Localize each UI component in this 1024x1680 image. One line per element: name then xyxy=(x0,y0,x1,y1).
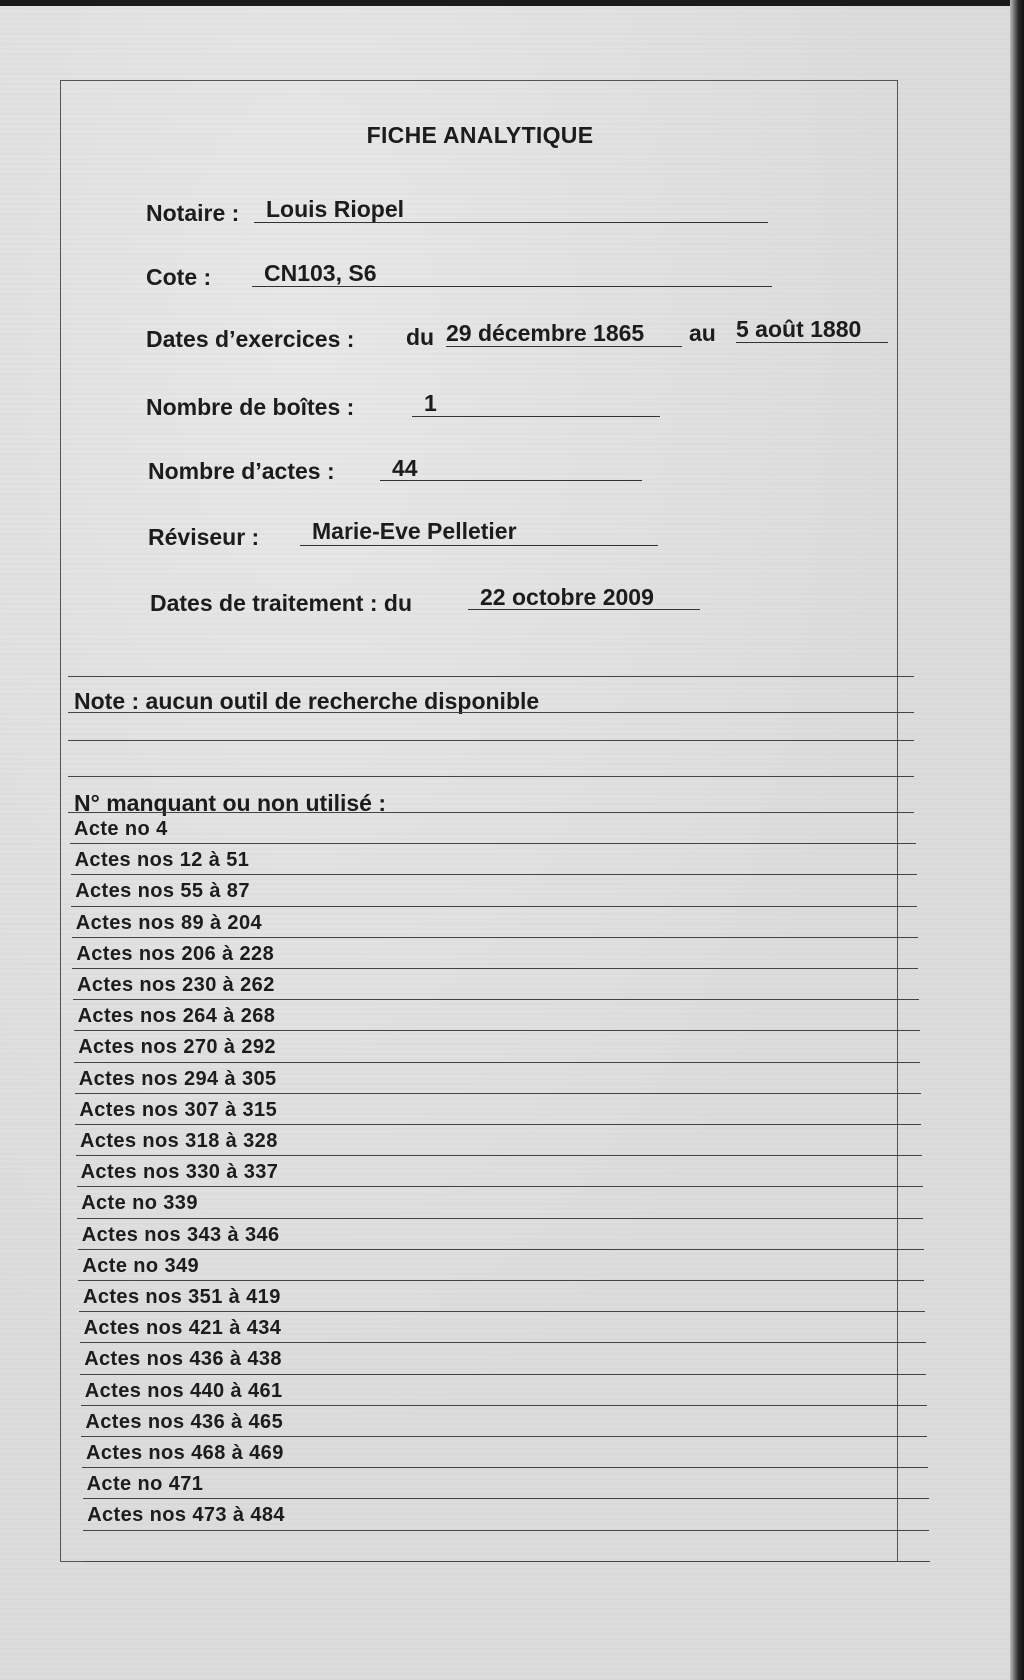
rule xyxy=(76,1155,922,1156)
nombre-boites-value: 1 xyxy=(424,390,437,416)
missing-item: Actes nos 307 à 315 xyxy=(79,1098,278,1121)
nombre-boites-label: Nombre de boîtes : xyxy=(146,394,355,420)
form-title: FICHE ANALYTIQUE xyxy=(366,122,594,148)
notaire-field xyxy=(146,200,239,227)
rule xyxy=(68,812,914,813)
rule xyxy=(68,776,914,777)
start-underline xyxy=(446,346,682,347)
nombre-actes-label: Nombre d’actes : xyxy=(148,458,335,484)
missing-item: Actes nos 436 à 465 xyxy=(85,1410,284,1433)
rule xyxy=(70,843,916,844)
missing-item: Actes nos 12 à 51 xyxy=(74,849,250,872)
missing-item: Actes nos 206 à 228 xyxy=(76,942,275,965)
missing-item: Actes nos 270 à 292 xyxy=(78,1036,276,1059)
missing-item: Acte no 339 xyxy=(81,1192,198,1215)
rule xyxy=(72,937,918,938)
cote-label: Cote : xyxy=(146,264,212,290)
missing-item: Actes nos 351 à 419 xyxy=(83,1286,281,1308)
reviseur-label: Réviseur : xyxy=(148,524,260,550)
boites-underline xyxy=(412,416,660,417)
missing-item: Actes nos 468 à 469 xyxy=(86,1442,284,1464)
missing-item: Actes nos 473 à 484 xyxy=(87,1504,285,1527)
rule xyxy=(74,1030,920,1031)
missing-item: Actes nos 421 à 434 xyxy=(83,1317,282,1340)
note-text: Note : aucun outil de recherche disponible xyxy=(74,688,540,714)
rule xyxy=(74,1062,920,1063)
missing-item: Actes nos 264 à 268 xyxy=(77,1005,276,1028)
cote-value: CN103, S6 xyxy=(264,260,377,286)
dates-exercices-du: du xyxy=(406,324,435,350)
rule xyxy=(75,1093,921,1094)
missing-item: Actes nos 294 à 305 xyxy=(78,1067,277,1090)
rule xyxy=(84,1561,930,1562)
dates-exercices-start: 29 décembre 1865 xyxy=(446,320,645,346)
dates-exercices-au: au xyxy=(689,320,716,346)
reviseur-underline xyxy=(300,545,658,546)
dates-traitement-label: Dates de traitement : du xyxy=(150,590,412,616)
dates-exercices-label: Dates d’exercices : xyxy=(146,326,355,352)
rule xyxy=(68,740,914,741)
rule xyxy=(81,1436,927,1437)
rule xyxy=(77,1186,923,1187)
rule xyxy=(78,1280,924,1281)
dates-traitement-value: 22 octobre 2009 xyxy=(480,584,654,610)
cote-underline xyxy=(252,286,772,287)
traitement-underline xyxy=(468,609,700,610)
rule xyxy=(80,1374,926,1375)
rule xyxy=(79,1311,925,1312)
scan-edge xyxy=(1010,0,1024,1680)
missing-item: Actes nos 55 à 87 xyxy=(75,880,250,903)
missing-item: Acte no 4 xyxy=(74,818,168,840)
rule xyxy=(68,712,914,713)
notaire-value: Louis Riopel xyxy=(266,196,404,222)
reviseur-value: Marie-Eve Pelletier xyxy=(312,518,517,544)
end-underline xyxy=(736,342,888,343)
missing-item: Acte no 471 xyxy=(86,1473,204,1496)
rule xyxy=(75,1124,921,1125)
rule xyxy=(77,1218,923,1219)
missing-item: Actes nos 436 à 438 xyxy=(84,1348,282,1371)
rule xyxy=(73,999,919,1000)
rule xyxy=(78,1249,924,1250)
rule xyxy=(80,1342,926,1343)
missing-item: Actes nos 230 à 262 xyxy=(77,974,275,996)
nombre-actes-value: 44 xyxy=(392,455,418,481)
rule xyxy=(68,676,914,677)
rule xyxy=(72,968,918,969)
rule xyxy=(71,906,917,907)
rule xyxy=(83,1498,929,1499)
notaire-underline xyxy=(254,222,768,223)
actes-underline xyxy=(380,480,642,481)
dates-exercices-end: 5 août 1880 xyxy=(736,316,862,342)
rule xyxy=(83,1530,929,1531)
rule xyxy=(81,1405,927,1406)
missing-header: N° manquant ou non utilisé : xyxy=(74,790,387,816)
missing-item: Actes nos 343 à 346 xyxy=(81,1223,280,1246)
missing-item: Actes nos 318 à 328 xyxy=(80,1130,278,1152)
missing-item: Actes nos 89 à 204 xyxy=(75,911,262,934)
rule xyxy=(71,874,917,875)
rule xyxy=(82,1467,928,1468)
missing-item: Actes nos 440 à 461 xyxy=(84,1379,283,1402)
missing-item: Actes nos 330 à 337 xyxy=(80,1161,279,1184)
notaire-label: Notaire : xyxy=(146,200,240,226)
missing-item: Acte no 349 xyxy=(82,1254,200,1277)
